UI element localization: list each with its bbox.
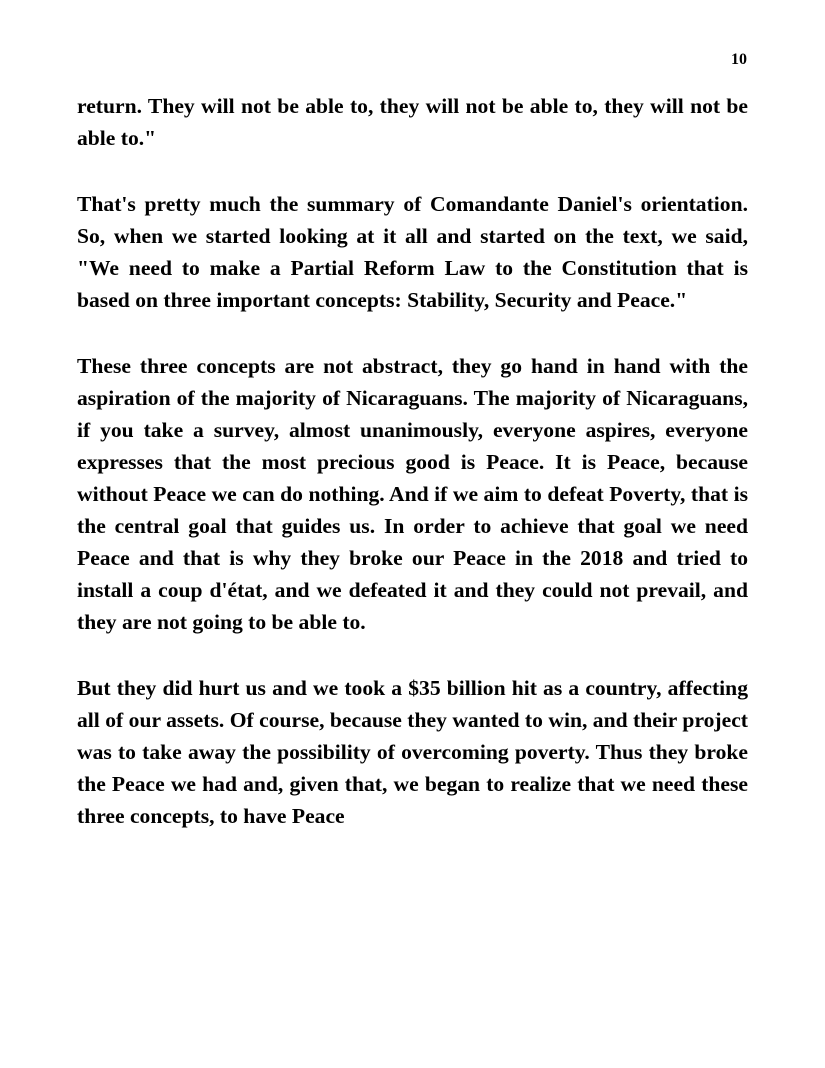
paragraph-1: return. They will not be able to, they will not be able to, they will not be able to." bbox=[77, 94, 748, 150]
page-number: 10 bbox=[731, 51, 747, 68]
paragraph-4: But they did hurt us and we took a $35 billion hit as a country, affecting all of our assets. Of course, because they wanted to win, and their project was to take away the possibility of overcoming poverty. Thus they broke the Peace we had and, given that, we began to realize that we need these three concepts, to have Peace bbox=[77, 676, 748, 828]
paragraph-3: These three concepts are not abstract, they go hand in hand with the aspiration of the majority of Nicaraguans. The majority of Nicaraguans, if you take a survey, almost unanimously, everyone aspires, everyone expresses that the most precious good is Peace. It is Peace, because without Peace we can do nothing. And if we aim to defeat Poverty, that is the central goal that guides us. In order to achieve that goal we need Peace and that is why they broke our Peace in the 2018 and tried to install a coup d'état, and we defeated it and they could not prevail, and they are not going to be able to. bbox=[77, 354, 748, 634]
paragraph-2: That's pretty much the summary of Comandante Daniel's orientation. So, when we started looking at it all and started on the text, we said, "We need to make a Partial Reform Law to the Constitution that is based on three important concepts: Stability, Security and Peace." bbox=[77, 192, 748, 312]
document-body bbox=[77, 90, 748, 866]
